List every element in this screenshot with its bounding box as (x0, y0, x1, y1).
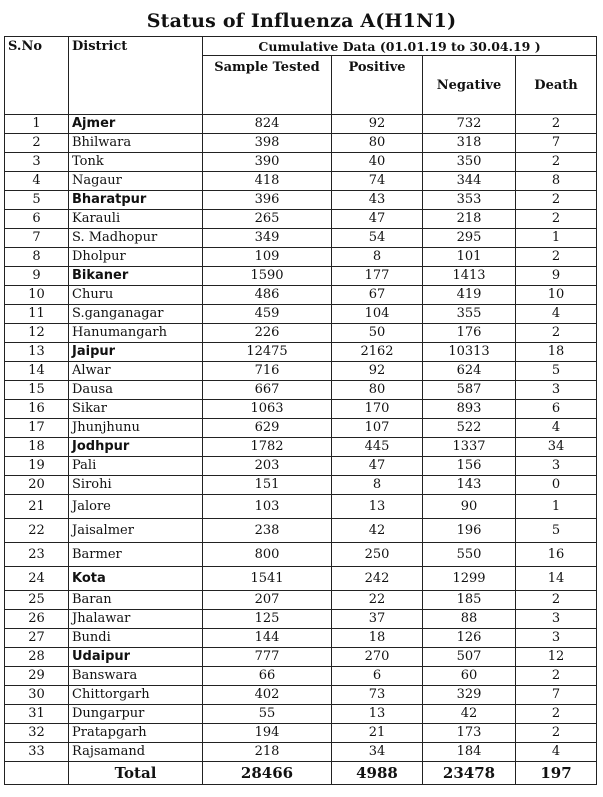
table-row (5, 648, 597, 667)
positive-cell: 54 (332, 229, 423, 248)
district-cell: Chittorgarh (69, 686, 203, 705)
death-cell: 1 (516, 229, 597, 248)
negative-cell: 350 (423, 153, 516, 172)
sno-cell: 12 (5, 324, 69, 343)
death-cell: 7 (516, 686, 597, 705)
negative-cell: 196 (423, 519, 516, 543)
positive-cell: 270 (332, 648, 423, 667)
sno-cell: 25 (5, 591, 69, 610)
table-row (5, 191, 597, 210)
death-cell: 1 (516, 495, 597, 519)
table-row (5, 229, 597, 248)
positive-header: Positive (332, 56, 423, 115)
table-row (5, 153, 597, 172)
district-cell: S.ganganagar (69, 305, 203, 324)
sample-tested-cell: 125 (203, 610, 332, 629)
district-cell: Nagaur (69, 172, 203, 191)
table-row (5, 543, 597, 567)
negative-cell: 329 (423, 686, 516, 705)
table-row (5, 172, 597, 191)
positive-cell: 74 (332, 172, 423, 191)
positive-cell: 67 (332, 286, 423, 305)
sno-cell: 20 (5, 476, 69, 495)
sample-tested-cell: 55 (203, 705, 332, 724)
sample-tested-cell: 265 (203, 210, 332, 229)
negative-cell: 732 (423, 115, 516, 134)
negative-cell: 550 (423, 543, 516, 567)
district-cell: Hanumangarh (69, 324, 203, 343)
district-cell: Tonk (69, 153, 203, 172)
death-cell: 3 (516, 629, 597, 648)
positive-cell: 22 (332, 591, 423, 610)
positive-cell: 50 (332, 324, 423, 343)
death-cell: 5 (516, 519, 597, 543)
table-row (5, 457, 597, 476)
death-cell: 4 (516, 743, 597, 762)
sno-cell: 5 (5, 191, 69, 210)
negative-cell: 355 (423, 305, 516, 324)
sample-tested-cell: 66 (203, 667, 332, 686)
sample-tested-cell: 390 (203, 153, 332, 172)
sno-cell: 6 (5, 210, 69, 229)
sno-cell: 26 (5, 610, 69, 629)
district-cell: S. Madhopur (69, 229, 203, 248)
death-cell: 2 (516, 210, 597, 229)
death-cell: 6 (516, 400, 597, 419)
death-cell: 2 (516, 115, 597, 134)
sample-tested-cell: 667 (203, 381, 332, 400)
table-row (5, 591, 597, 610)
sno-cell: 31 (5, 705, 69, 724)
sno-cell: 27 (5, 629, 69, 648)
table-row (5, 267, 597, 286)
negative-cell: 353 (423, 191, 516, 210)
death-cell: 16 (516, 543, 597, 567)
table-row (5, 724, 597, 743)
positive-cell: 8 (332, 476, 423, 495)
district-cell: Udaipur (69, 648, 203, 667)
negative-cell: 101 (423, 248, 516, 267)
total-row (5, 762, 597, 785)
sno-cell: 8 (5, 248, 69, 267)
sno-cell: 22 (5, 519, 69, 543)
positive-cell: 2162 (332, 343, 423, 362)
positive-cell: 8 (332, 248, 423, 267)
death-cell: 3 (516, 610, 597, 629)
sample-tested-cell: 398 (203, 134, 332, 153)
table-row (5, 743, 597, 762)
sample-tested-cell: 716 (203, 362, 332, 381)
sno-header: S.No (5, 37, 69, 115)
district-cell: Barmer (69, 543, 203, 567)
sample-tested-cell: 238 (203, 519, 332, 543)
sample-tested-cell: 109 (203, 248, 332, 267)
positive-cell: 104 (332, 305, 423, 324)
sample-tested-cell: 226 (203, 324, 332, 343)
table-row (5, 438, 597, 457)
sample-tested-cell: 151 (203, 476, 332, 495)
sno-cell: 13 (5, 343, 69, 362)
district-cell: Jaisalmer (69, 519, 203, 543)
death-cell: 4 (516, 419, 597, 438)
sno-cell: 30 (5, 686, 69, 705)
sno-cell: 33 (5, 743, 69, 762)
negative-cell: 185 (423, 591, 516, 610)
sno-cell: 9 (5, 267, 69, 286)
positive-cell: 42 (332, 519, 423, 543)
sno-cell: 23 (5, 543, 69, 567)
table-row (5, 686, 597, 705)
sno-cell: 18 (5, 438, 69, 457)
positive-cell: 34 (332, 743, 423, 762)
death-cell: 14 (516, 567, 597, 591)
death-cell: 0 (516, 476, 597, 495)
negative-cell: 1299 (423, 567, 516, 591)
table-row (5, 667, 597, 686)
positive-cell: 13 (332, 705, 423, 724)
table-row (5, 400, 597, 419)
sample-tested-cell: 800 (203, 543, 332, 567)
table-row (5, 324, 597, 343)
positive-cell: 250 (332, 543, 423, 567)
negative-cell: 295 (423, 229, 516, 248)
death-cell: 2 (516, 153, 597, 172)
table-body (5, 115, 597, 785)
district-cell: Churu (69, 286, 203, 305)
death-cell: 10 (516, 286, 597, 305)
death-cell: 9 (516, 267, 597, 286)
death-cell: 2 (516, 705, 597, 724)
table-row (5, 495, 597, 519)
page-title: Status of Influenza A(H1N1) (146, 10, 457, 32)
sample-tested-cell: 402 (203, 686, 332, 705)
negative-cell: 522 (423, 419, 516, 438)
negative-cell: 184 (423, 743, 516, 762)
negative-cell: 156 (423, 457, 516, 476)
negative-cell: 318 (423, 134, 516, 153)
death-cell: 3 (516, 457, 597, 476)
sno-cell: 28 (5, 648, 69, 667)
negative-header: Negative (423, 56, 516, 115)
district-cell: Bikaner (69, 267, 203, 286)
positive-cell: 6 (332, 667, 423, 686)
death-cell: 3 (516, 381, 597, 400)
negative-cell: 10313 (423, 343, 516, 362)
negative-cell: 143 (423, 476, 516, 495)
negative-cell: 587 (423, 381, 516, 400)
positive-cell: 40 (332, 153, 423, 172)
total-label: Total (69, 762, 203, 785)
district-cell: Bhilwara (69, 134, 203, 153)
sample-tested-cell: 486 (203, 286, 332, 305)
sample-tested-cell: 629 (203, 419, 332, 438)
district-cell: Jhunjhunu (69, 419, 203, 438)
district-cell: Baran (69, 591, 203, 610)
death-cell: 34 (516, 438, 597, 457)
district-cell: Sirohi (69, 476, 203, 495)
sample-tested-header: Sample Tested (203, 56, 332, 115)
sample-tested-cell: 777 (203, 648, 332, 667)
table-row (5, 567, 597, 591)
total-sample-tested: 28466 (203, 762, 332, 785)
district-cell: Jaipur (69, 343, 203, 362)
sample-tested-cell: 218 (203, 743, 332, 762)
sample-tested-cell: 1541 (203, 567, 332, 591)
sample-tested-cell: 396 (203, 191, 332, 210)
sno-cell: 10 (5, 286, 69, 305)
positive-cell: 47 (332, 210, 423, 229)
total-positive: 4988 (332, 762, 423, 785)
sno-cell: 32 (5, 724, 69, 743)
district-cell: Banswara (69, 667, 203, 686)
district-cell: Jalore (69, 495, 203, 519)
sno-cell: 15 (5, 381, 69, 400)
district-cell: Kota (69, 567, 203, 591)
sno-cell: 7 (5, 229, 69, 248)
district-cell: Rajsamand (69, 743, 203, 762)
negative-cell: 1413 (423, 267, 516, 286)
negative-cell: 88 (423, 610, 516, 629)
negative-cell: 176 (423, 324, 516, 343)
table-row (5, 381, 597, 400)
sample-tested-cell: 1590 (203, 267, 332, 286)
total-negative: 23478 (423, 762, 516, 785)
total-death: 197 (516, 762, 597, 785)
district-cell: Karauli (69, 210, 203, 229)
positive-cell: 37 (332, 610, 423, 629)
district-cell: Dungarpur (69, 705, 203, 724)
positive-cell: 445 (332, 438, 423, 457)
sample-tested-cell: 207 (203, 591, 332, 610)
table-row (5, 210, 597, 229)
sno-cell: 3 (5, 153, 69, 172)
district-cell: Dholpur (69, 248, 203, 267)
table-row (5, 115, 597, 134)
negative-cell: 1337 (423, 438, 516, 457)
negative-cell: 419 (423, 286, 516, 305)
table-row (5, 476, 597, 495)
sno-cell: 2 (5, 134, 69, 153)
positive-cell: 242 (332, 567, 423, 591)
death-cell: 12 (516, 648, 597, 667)
sample-tested-cell: 824 (203, 115, 332, 134)
positive-cell: 43 (332, 191, 423, 210)
table-row (5, 419, 597, 438)
sno-cell: 24 (5, 567, 69, 591)
district-cell: Sikar (69, 400, 203, 419)
negative-cell: 893 (423, 400, 516, 419)
sample-tested-cell: 418 (203, 172, 332, 191)
sno-cell: 16 (5, 400, 69, 419)
negative-cell: 624 (423, 362, 516, 381)
negative-cell: 60 (423, 667, 516, 686)
district-cell: Dausa (69, 381, 203, 400)
sno-cell: 21 (5, 495, 69, 519)
district-cell: Jodhpur (69, 438, 203, 457)
positive-cell: 92 (332, 115, 423, 134)
positive-cell: 18 (332, 629, 423, 648)
sample-tested-cell: 1782 (203, 438, 332, 457)
death-cell: 2 (516, 667, 597, 686)
table-row (5, 343, 597, 362)
death-cell: 8 (516, 172, 597, 191)
positive-cell: 80 (332, 381, 423, 400)
h1n1-status-table (4, 36, 597, 785)
district-header: District (69, 37, 203, 115)
table-row (5, 134, 597, 153)
positive-cell: 21 (332, 724, 423, 743)
sample-tested-cell: 194 (203, 724, 332, 743)
positive-cell: 107 (332, 419, 423, 438)
table-row (5, 286, 597, 305)
death-cell: 4 (516, 305, 597, 324)
table-row (5, 629, 597, 648)
sample-tested-cell: 203 (203, 457, 332, 476)
district-cell: Pratapgarh (69, 724, 203, 743)
district-cell: Alwar (69, 362, 203, 381)
district-cell: Bundi (69, 629, 203, 648)
district-cell: Pali (69, 457, 203, 476)
death-header: Death (516, 56, 597, 115)
sample-tested-cell: 459 (203, 305, 332, 324)
positive-cell: 13 (332, 495, 423, 519)
sample-tested-cell: 103 (203, 495, 332, 519)
sno-cell: 4 (5, 172, 69, 191)
negative-cell: 344 (423, 172, 516, 191)
positive-cell: 47 (332, 457, 423, 476)
cumulative-data-header: Cumulative Data (01.01.19 to 30.04.19 ) (203, 37, 597, 56)
negative-cell: 173 (423, 724, 516, 743)
death-cell: 2 (516, 324, 597, 343)
negative-cell: 42 (423, 705, 516, 724)
table-row (5, 362, 597, 381)
death-cell: 7 (516, 134, 597, 153)
positive-cell: 80 (332, 134, 423, 153)
district-cell: Jhalawar (69, 610, 203, 629)
table-row (5, 705, 597, 724)
sno-cell: 11 (5, 305, 69, 324)
positive-cell: 177 (332, 267, 423, 286)
sample-tested-cell: 144 (203, 629, 332, 648)
positive-cell: 92 (332, 362, 423, 381)
death-cell: 2 (516, 191, 597, 210)
death-cell: 2 (516, 248, 597, 267)
negative-cell: 126 (423, 629, 516, 648)
table-row (5, 519, 597, 543)
district-cell: Bharatpur (69, 191, 203, 210)
sno-cell: 17 (5, 419, 69, 438)
sno-cell: 19 (5, 457, 69, 476)
negative-cell: 507 (423, 648, 516, 667)
table-row (5, 248, 597, 267)
sno-cell: 14 (5, 362, 69, 381)
death-cell: 18 (516, 343, 597, 362)
sno-cell: 29 (5, 667, 69, 686)
sample-tested-cell: 349 (203, 229, 332, 248)
positive-cell: 170 (332, 400, 423, 419)
negative-cell: 218 (423, 210, 516, 229)
sample-tested-cell: 1063 (203, 400, 332, 419)
sample-tested-cell: 12475 (203, 343, 332, 362)
negative-cell: 90 (423, 495, 516, 519)
district-cell: Ajmer (69, 115, 203, 134)
positive-cell: 73 (332, 686, 423, 705)
total-blank-cell (5, 762, 69, 785)
death-cell: 2 (516, 591, 597, 610)
death-cell: 5 (516, 362, 597, 381)
death-cell: 2 (516, 724, 597, 743)
table-row (5, 610, 597, 629)
table-row (5, 305, 597, 324)
sno-cell: 1 (5, 115, 69, 134)
